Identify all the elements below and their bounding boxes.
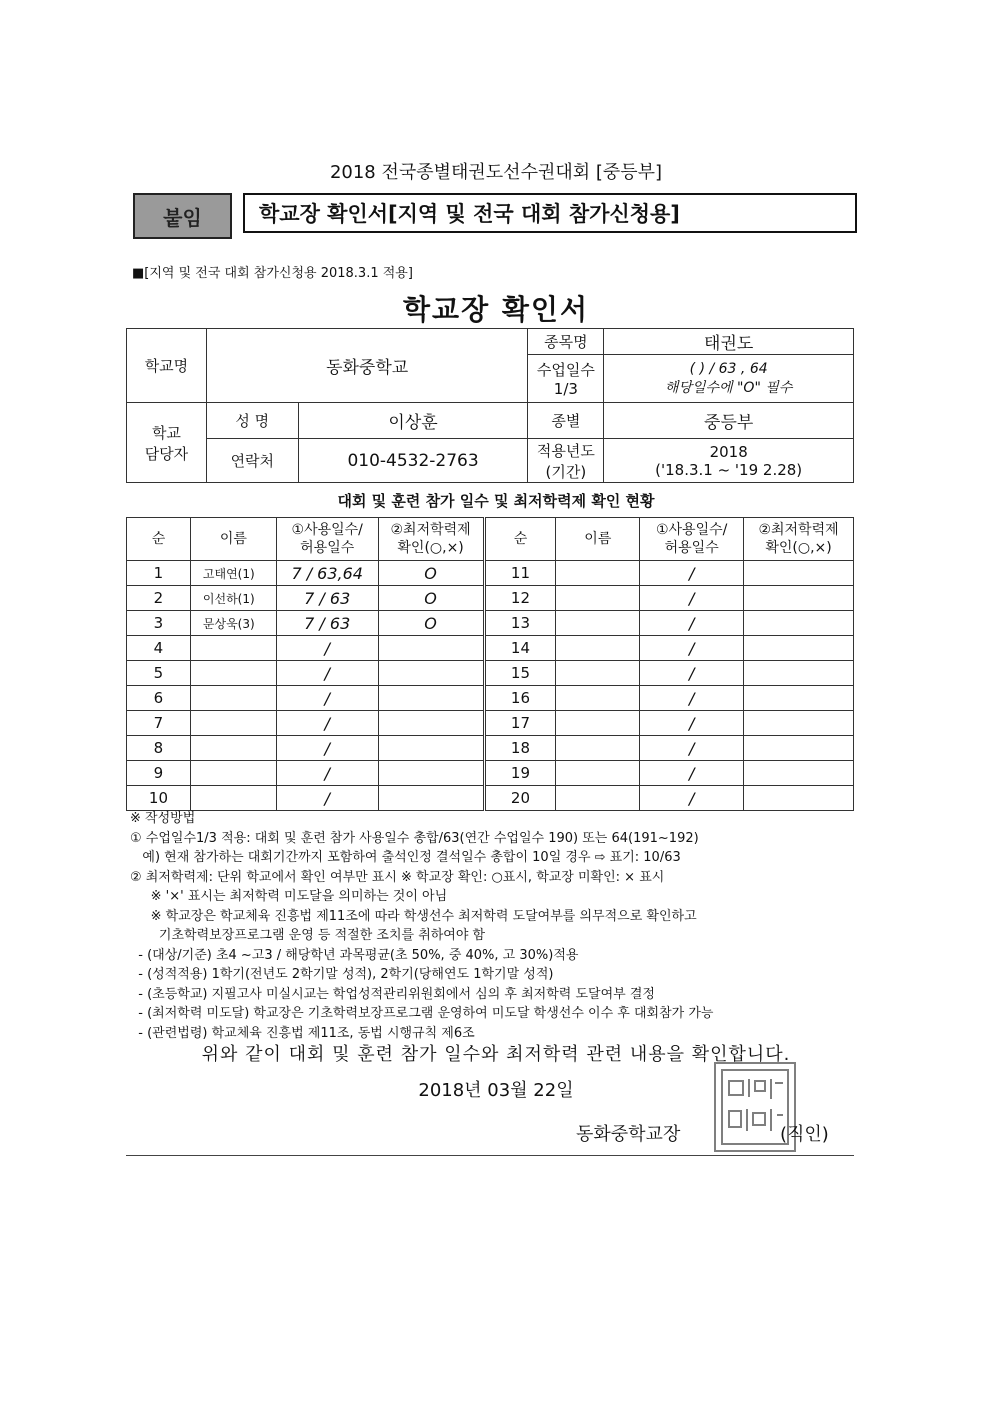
name-value: 이상훈 (298, 403, 528, 439)
row-no: 10 (127, 786, 191, 811)
notes-section (130, 809, 860, 1043)
header-no: 순 (484, 518, 556, 561)
row-check (378, 636, 484, 661)
table-title: 대회 및 훈련 참가 일수 및 최저학력제 확인 현황 (337, 492, 655, 510)
contact-label (127, 403, 207, 483)
row-name (190, 661, 276, 686)
row-name (556, 561, 640, 586)
row-name (556, 736, 640, 761)
row-no: 13 (484, 611, 556, 636)
header-title: 학교장 확인서[지역 및 전국 대회 참가신청용] (243, 193, 857, 233)
phone-label: 연락처 (206, 439, 298, 483)
row-days: / (276, 711, 378, 736)
row-check (744, 736, 854, 761)
row-name (556, 611, 640, 636)
note-line: 기초학력보장프로그램 운영 등 적절한 조치를 취하여야 함 (130, 928, 486, 943)
row-days: 7 / 63 (276, 586, 378, 611)
note-line: - (초등학교) 지필고사 미실시교는 학업성적관리위원회에서 심의 후 최저학력 도달여부 결정 (130, 986, 655, 1002)
header-no: 순 (127, 518, 191, 561)
header-min-line1: ②최저학력제 (758, 522, 839, 538)
row-no: 4 (127, 636, 191, 661)
row-check (378, 786, 484, 811)
note-line: - (관련법령) 학교체육 진흥법 제11조, 동법 시행규칙 제6조 (130, 1025, 475, 1041)
row-days: 7 / 63 (276, 611, 378, 636)
note-line: - (성적적용) 1학기(전년도 2학기말 성적), 2학기(당해연도 1학기말 성적) (130, 967, 554, 982)
table-row (127, 686, 854, 711)
row-no: 12 (484, 586, 556, 611)
row-no: 3 (127, 611, 191, 636)
row-no: 19 (484, 761, 556, 786)
row-no: 7 (127, 711, 191, 736)
seal-label: (직인) (780, 1124, 829, 1145)
school-name: 동화중학교 (206, 329, 528, 403)
row-no: 15 (484, 661, 556, 686)
contact-label-line2: 담당자 (144, 444, 189, 463)
row-name (556, 661, 640, 686)
row-no: 14 (484, 636, 556, 661)
header-days-line2: 허용일수 (300, 540, 355, 556)
table-row (127, 611, 854, 636)
principal-signature: 동화중학교장 (576, 1124, 681, 1145)
header-days (640, 518, 744, 561)
participation-table (126, 517, 854, 811)
row-name (556, 761, 640, 786)
row-check (744, 561, 854, 586)
note-line: ※ 작성방법 (130, 811, 196, 826)
note-line: ② 최저학력제: 단위 학교에서 확인 여부만 표시 ※ 학교장 확인: ○표시, 학교장 미확인: × 표시 (130, 869, 665, 885)
row-days: / (640, 786, 744, 811)
row-days: 7 / 63,64 (276, 561, 378, 586)
year-value-cell (604, 439, 854, 483)
table-row (127, 736, 854, 761)
row-name (190, 736, 276, 761)
table-row (127, 786, 854, 811)
row-name (556, 636, 640, 661)
note-line: - (대상/기준) 초4 ~고3 / 해당학년 과목평균(초 50%, 중 40%, 고 30%)적용 (130, 947, 579, 963)
header-min (744, 518, 854, 561)
row-days: / (276, 686, 378, 711)
row-no: 5 (127, 661, 191, 686)
row-check (744, 636, 854, 661)
note-line: ① 수업일수1/3 적용: 대회 및 훈련 참가 사용일수 총합/63(연간 수업일수 190) 또는 64(191~192) (130, 830, 699, 846)
table-row (127, 586, 854, 611)
days-hint: 해당일수에 "O" 필수 (664, 379, 793, 396)
row-no: 18 (484, 736, 556, 761)
contact-label-line1: 학교 (151, 423, 181, 442)
table-header-row (127, 518, 854, 561)
row-check (378, 736, 484, 761)
table-row (127, 636, 854, 661)
row-days: / (640, 586, 744, 611)
days-label (528, 355, 604, 403)
header-days (276, 518, 378, 561)
name-label: 성 명 (206, 403, 298, 439)
year-period: ('18.3.1 ~ '19 2.28) (655, 460, 803, 479)
table-row (127, 661, 854, 686)
header-min-line2: 확인(○,×) (397, 540, 464, 556)
header-min (378, 518, 484, 561)
days-value-cell (604, 355, 854, 403)
confirm-text: 위와 같이 대회 및 훈련 참가 일수와 최저학력 관련 내용을 확인합니다. (201, 1044, 791, 1065)
row-no: 11 (484, 561, 556, 586)
row-days: / (640, 611, 744, 636)
year-label-line1: 적용년도 (536, 441, 595, 460)
form-note: ■[지역 및 전국 대회 참가신청용 2018.3.1 적용] (132, 266, 413, 281)
row-no: 1 (127, 561, 191, 586)
row-name (556, 786, 640, 811)
row-check (744, 661, 854, 686)
row-days: / (640, 661, 744, 686)
bottom-divider (126, 1155, 854, 1156)
header-days-line1: ①사용일수/ (655, 522, 728, 538)
note-line: 예) 현재 참가하는 대회기간까지 포함하여 출석인정 결석일수 총합이 10일 경우 ⇨ 표기: 10/63 (130, 850, 681, 865)
year-value: 2018 (709, 442, 748, 461)
row-days: / (640, 736, 744, 761)
row-no: 6 (127, 686, 191, 711)
category-label: 종별 (528, 403, 604, 439)
row-check (378, 711, 484, 736)
year-label-line2: (기간) (545, 462, 587, 481)
days-label-line2: 1/3 (553, 380, 578, 398)
table-row (127, 711, 854, 736)
row-no: 9 (127, 761, 191, 786)
row-days: / (276, 761, 378, 786)
row-check: O (378, 561, 484, 586)
row-check (744, 761, 854, 786)
row-name (556, 711, 640, 736)
row-check (744, 586, 854, 611)
row-check (378, 661, 484, 686)
row-check (744, 711, 854, 736)
attachment-tag: 붙임 (133, 193, 232, 239)
row-days: / (640, 711, 744, 736)
header-days-line1: ①사용일수/ (291, 522, 363, 538)
days-label-line1: 수업일수 (536, 361, 595, 379)
row-no: 2 (127, 586, 191, 611)
row-check: O (378, 611, 484, 636)
row-check (378, 686, 484, 711)
row-check (744, 786, 854, 811)
days-value: ( ) / 63 , 64 (689, 360, 768, 377)
row-no: 16 (484, 686, 556, 711)
header-name: 이름 (190, 518, 276, 561)
header-min-line1: ②최저학력제 (390, 522, 471, 538)
row-days: / (640, 686, 744, 711)
row-no: 17 (484, 711, 556, 736)
event-value: 태권도 (604, 329, 854, 355)
row-days: / (640, 761, 744, 786)
header-days-line2: 허용일수 (664, 540, 719, 556)
row-days: / (276, 736, 378, 761)
row-name (190, 636, 276, 661)
row-no: 20 (484, 786, 556, 811)
phone-value: 010-4532-2763 (298, 439, 528, 483)
note-line: ※ 학교장은 학교체육 진흥법 제11조에 따라 학생선수 최저학력 도달여부를 의무적으로 확인하고 (130, 908, 697, 924)
row-name: 이선하(1) (190, 586, 276, 611)
note-line: - (최저학력 미도달) 학교장은 기초학력보장프로그램 운영하여 미도달 학생선수 이수 후 대회참가 가능 (130, 1006, 714, 1021)
row-no: 8 (127, 736, 191, 761)
row-days: / (276, 786, 378, 811)
school-label: 학교명 (127, 329, 207, 403)
row-check: O (378, 586, 484, 611)
category-value: 중등부 (604, 403, 854, 439)
event-label: 종목명 (528, 329, 604, 355)
row-check (378, 761, 484, 786)
row-name: 고태연(1) (190, 561, 276, 586)
row-check (744, 686, 854, 711)
year-label (528, 439, 604, 483)
form-title: 학교장 확인서 (402, 293, 590, 326)
row-name (556, 686, 640, 711)
header-min-line2: 확인(○,×) (765, 540, 832, 556)
table-row (127, 761, 854, 786)
row-name (190, 761, 276, 786)
row-name: 문상욱(3) (190, 611, 276, 636)
event-title: 2018 전국종별태권도선수권대회 [중등부] (329, 162, 663, 183)
row-name (190, 786, 276, 811)
row-days: / (276, 636, 378, 661)
table-row (127, 561, 854, 586)
note-line: ※ '×' 표시는 최저학력 미도달을 의미하는 것이 아님 (130, 889, 448, 904)
row-name (190, 711, 276, 736)
row-name (556, 586, 640, 611)
date-text: 2018년 03월 22일 (418, 1080, 574, 1101)
row-days: / (640, 561, 744, 586)
row-check (744, 611, 854, 636)
header-name: 이름 (556, 518, 640, 561)
row-days: / (640, 636, 744, 661)
info-table (126, 328, 854, 483)
row-name (190, 686, 276, 711)
row-days: / (276, 661, 378, 686)
